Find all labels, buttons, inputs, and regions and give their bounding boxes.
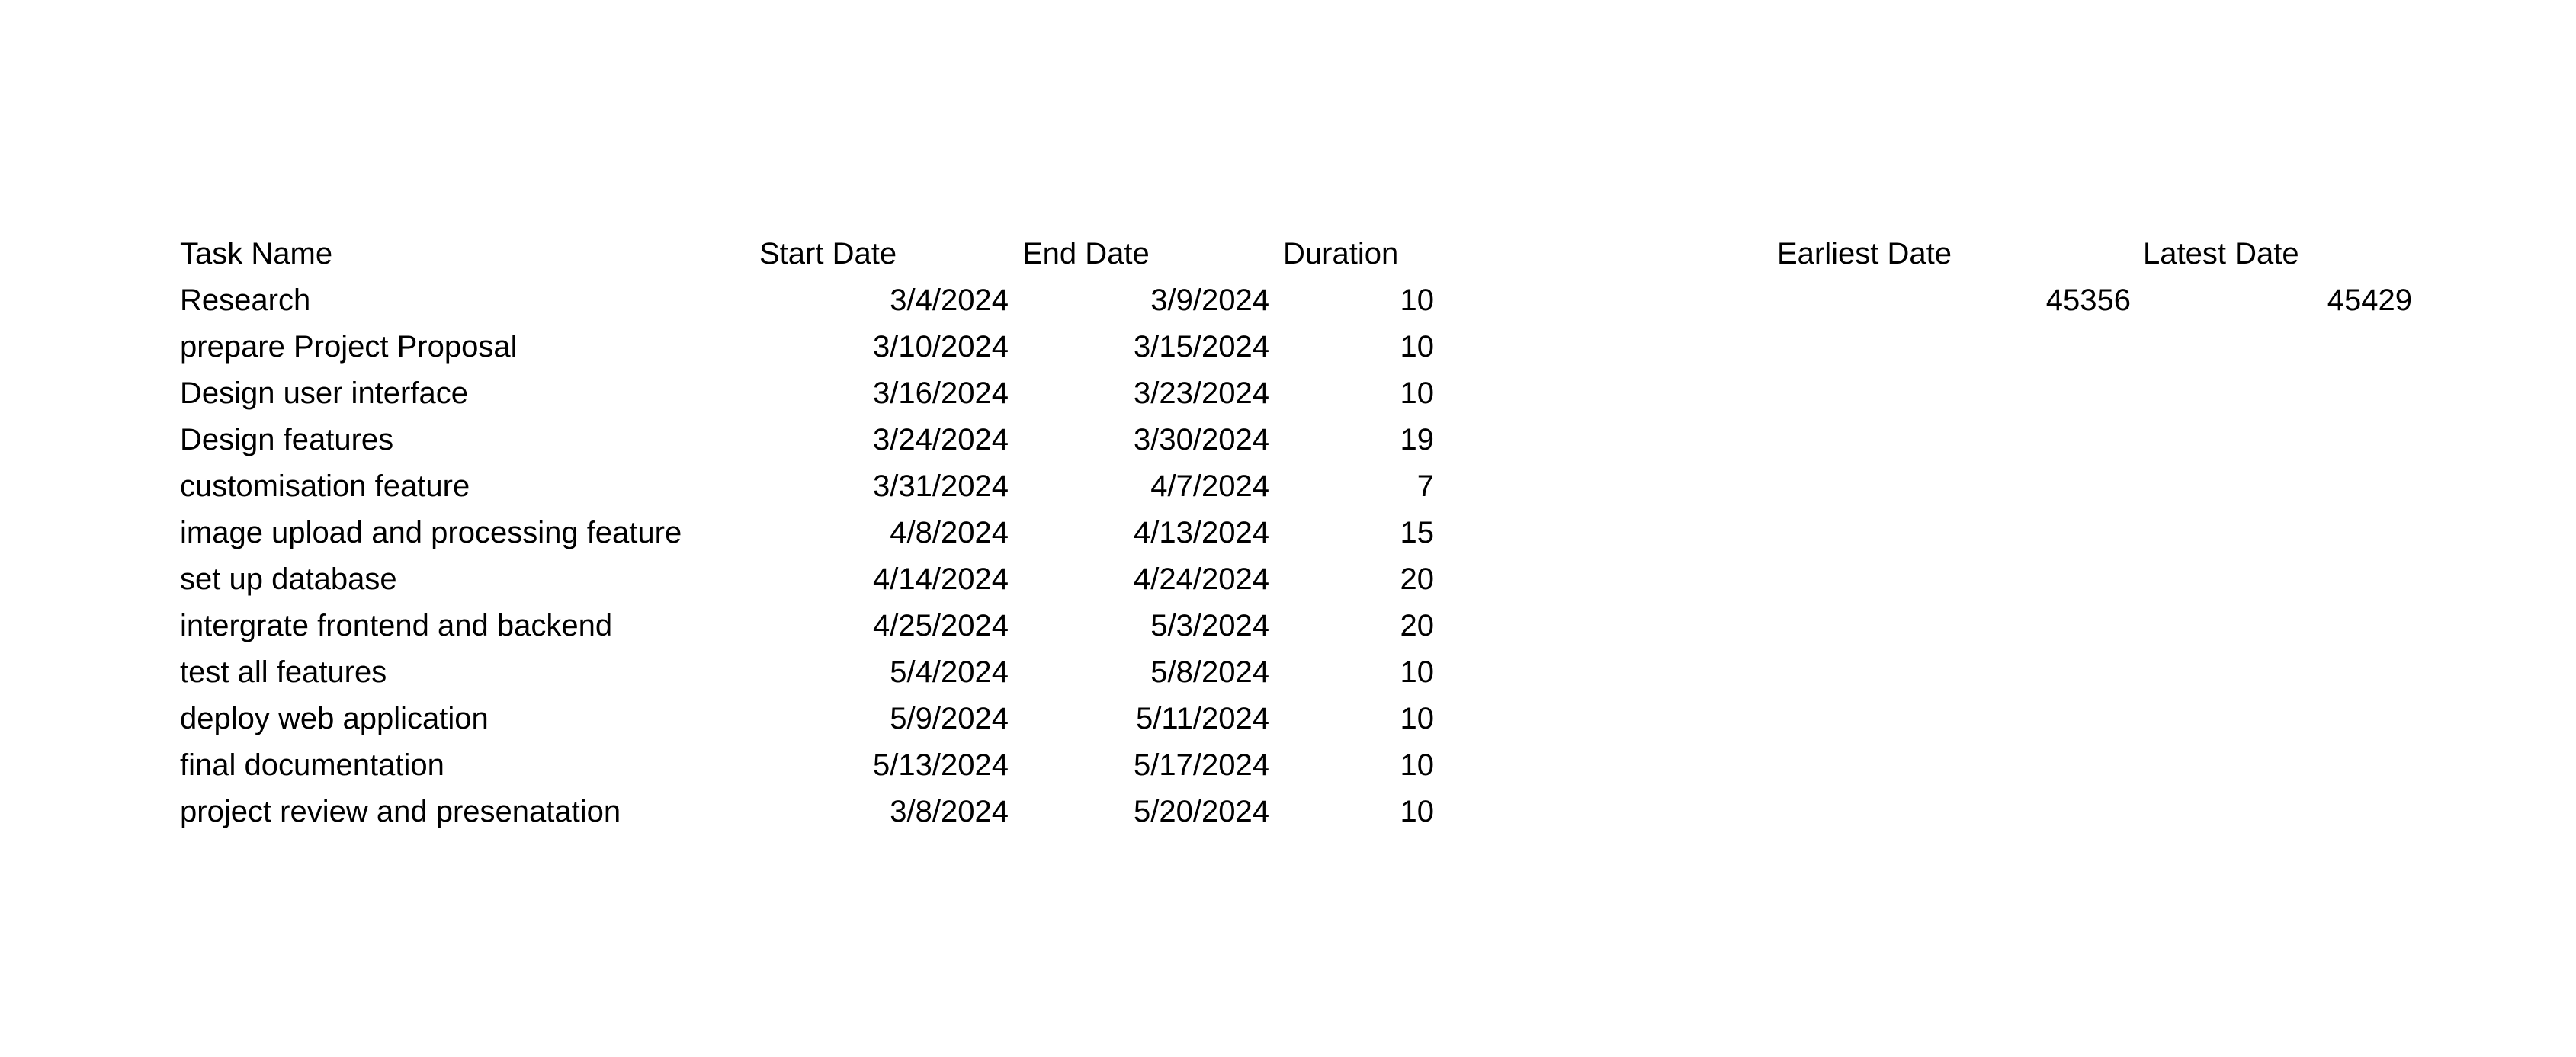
task-name-cell[interactable]: final documentation: [180, 748, 444, 782]
task-name-cell[interactable]: Research: [180, 283, 311, 317]
duration-cell[interactable]: 10: [1400, 748, 1434, 782]
start-date-cell[interactable]: 5/13/2024: [873, 748, 1009, 782]
end-date-cell[interactable]: 5/17/2024: [1134, 748, 1269, 782]
duration-cell[interactable]: 10: [1400, 655, 1434, 689]
start-date-cell[interactable]: 3/10/2024: [873, 330, 1009, 364]
header-end-date[interactable]: End Date: [1022, 237, 1150, 271]
start-date-cell[interactable]: 5/9/2024: [890, 702, 1009, 735]
task-name-cell[interactable]: image upload and processing feature: [180, 516, 682, 549]
duration-cell[interactable]: 20: [1400, 609, 1434, 642]
task-name-cell[interactable]: set up database: [180, 562, 397, 596]
task-name-cell[interactable]: intergrate frontend and backend: [180, 609, 613, 642]
duration-cell[interactable]: 10: [1400, 702, 1434, 735]
duration-cell[interactable]: 10: [1400, 795, 1434, 828]
start-date-cell[interactable]: 4/14/2024: [873, 562, 1009, 596]
start-date-cell[interactable]: 3/24/2024: [873, 423, 1009, 456]
end-date-cell[interactable]: 3/23/2024: [1134, 376, 1269, 410]
latest-date-value[interactable]: 45429: [2327, 283, 2412, 317]
task-name-cell[interactable]: project review and presenatation: [180, 795, 621, 828]
start-date-cell[interactable]: 5/4/2024: [890, 655, 1009, 689]
earliest-date-value[interactable]: 45356: [2045, 283, 2131, 317]
task-name-cell[interactable]: Design user interface: [180, 376, 468, 410]
header-earliest-date[interactable]: Earliest Date: [1777, 237, 1952, 271]
duration-cell[interactable]: 7: [1416, 469, 1434, 503]
end-date-cell[interactable]: 4/24/2024: [1134, 562, 1269, 596]
start-date-cell[interactable]: 4/25/2024: [873, 609, 1009, 642]
duration-cell[interactable]: 20: [1400, 562, 1434, 596]
start-date-cell[interactable]: 3/4/2024: [890, 283, 1009, 317]
end-date-cell[interactable]: 5/3/2024: [1150, 609, 1269, 642]
task-name-cell[interactable]: prepare Project Proposal: [180, 330, 518, 364]
start-date-cell[interactable]: 3/31/2024: [873, 469, 1009, 503]
end-date-cell[interactable]: 4/7/2024: [1150, 469, 1269, 503]
header-start-date[interactable]: Start Date: [759, 237, 897, 271]
start-date-cell[interactable]: 3/8/2024: [890, 795, 1009, 828]
task-name-cell[interactable]: deploy web application: [180, 702, 489, 735]
duration-cell[interactable]: 19: [1400, 423, 1434, 456]
header-duration[interactable]: Duration: [1283, 237, 1399, 271]
end-date-cell[interactable]: 5/11/2024: [1136, 702, 1269, 735]
end-date-cell[interactable]: 5/20/2024: [1134, 795, 1269, 828]
duration-cell[interactable]: 15: [1400, 516, 1434, 549]
header-latest-date[interactable]: Latest Date: [2143, 237, 2299, 271]
end-date-cell[interactable]: 3/30/2024: [1134, 423, 1269, 456]
task-name-cell[interactable]: customisation feature: [180, 469, 470, 503]
end-date-cell[interactable]: 4/13/2024: [1134, 516, 1269, 549]
end-date-cell[interactable]: 3/15/2024: [1134, 330, 1269, 364]
duration-cell[interactable]: 10: [1400, 376, 1434, 410]
duration-cell[interactable]: 10: [1400, 283, 1434, 317]
end-date-cell[interactable]: 5/8/2024: [1150, 655, 1269, 689]
duration-cell[interactable]: 10: [1400, 330, 1434, 364]
header-task-name[interactable]: Task Name: [180, 237, 333, 271]
task-name-cell[interactable]: test all features: [180, 655, 387, 689]
start-date-cell[interactable]: 3/16/2024: [873, 376, 1009, 410]
end-date-cell[interactable]: 3/9/2024: [1150, 283, 1269, 317]
start-date-cell[interactable]: 4/8/2024: [890, 516, 1009, 549]
task-name-cell[interactable]: Design features: [180, 423, 394, 456]
